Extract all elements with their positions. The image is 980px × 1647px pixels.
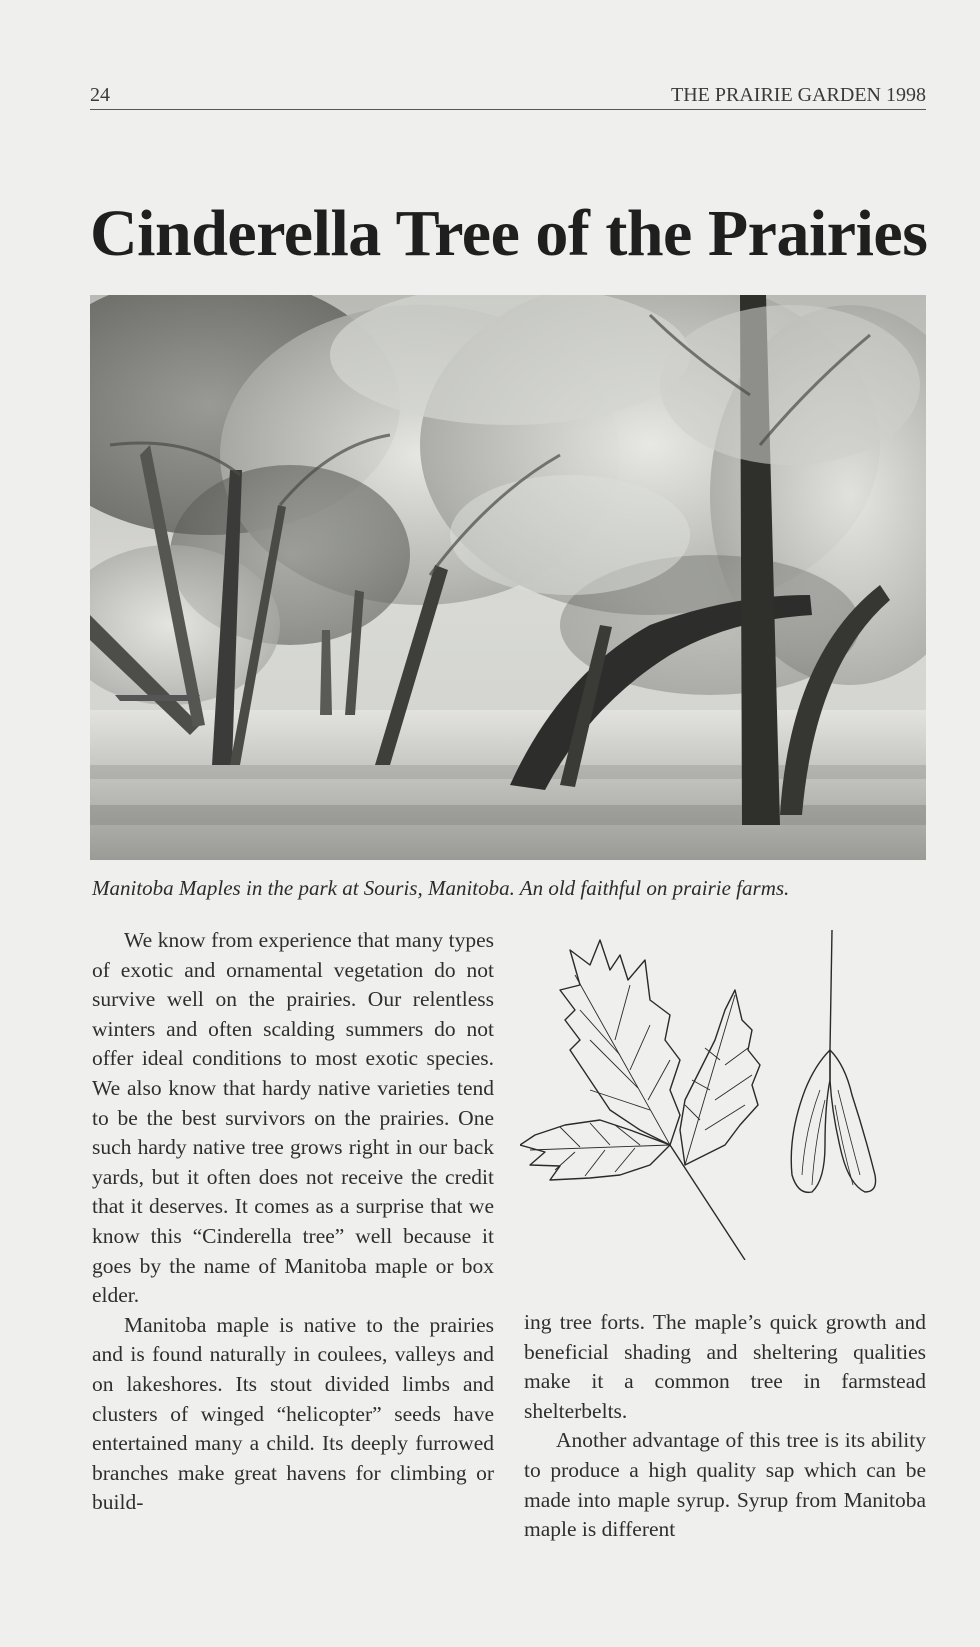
- paragraph-3: ing tree forts. The maple’s quick growth and beneficial shading and sheltering qualities make it a common tree in farmstead shelterbelts.: [524, 1310, 926, 1423]
- paragraph-1: We know from experience that many types of exotic and ornamental vegetation do not survive well on the prairies. Our relentless winters and often scalding summers do not offer ideal conditions to most exotic species. We also know that hardy native varieties tend to be the best survivors on the prairies. One such hardy native tree grows right in our back yards, but it often does not receive the credit that it deserves. It comes as a surprise that we know this “Cinderella tree” well because it goes by the name of Manitoba maple or box elder.: [92, 928, 494, 1308]
- left-column: [92, 926, 494, 1518]
- article-title: Cinderella Tree of the Prairies: [90, 197, 928, 270]
- maple-trees-photo: [90, 295, 926, 860]
- photo-caption: Manitoba Maples in the park at Souris, Manitoba. An old faithful on prairie farms.: [92, 876, 790, 900]
- seed-stalk: [830, 930, 832, 1050]
- maple-leaf-and-seed-illustration: [520, 930, 930, 1260]
- paragraph-4: Another advantage of this tree is its ability to produce a high quality sap which can be made into maple syrup. Syrup from Manitoba maple is different: [524, 1428, 926, 1542]
- running-head: [90, 84, 926, 110]
- page-number: 24: [90, 84, 110, 106]
- publication-title: THE PRAIRIE GARDEN 1998: [671, 84, 926, 106]
- right-column: [524, 1308, 926, 1545]
- paragraph-2: Manitoba maple is native to the prairies and is found naturally in coulees, valleys and on lakeshores. Its stout divided limbs and clusters of winged “helicopter” seeds have entertained many a child. Its deeply furrowed branches make great havens for climbing or build-: [92, 1312, 494, 1515]
- leaflet-top: [560, 940, 680, 1145]
- seed-wing-right: [830, 1050, 876, 1192]
